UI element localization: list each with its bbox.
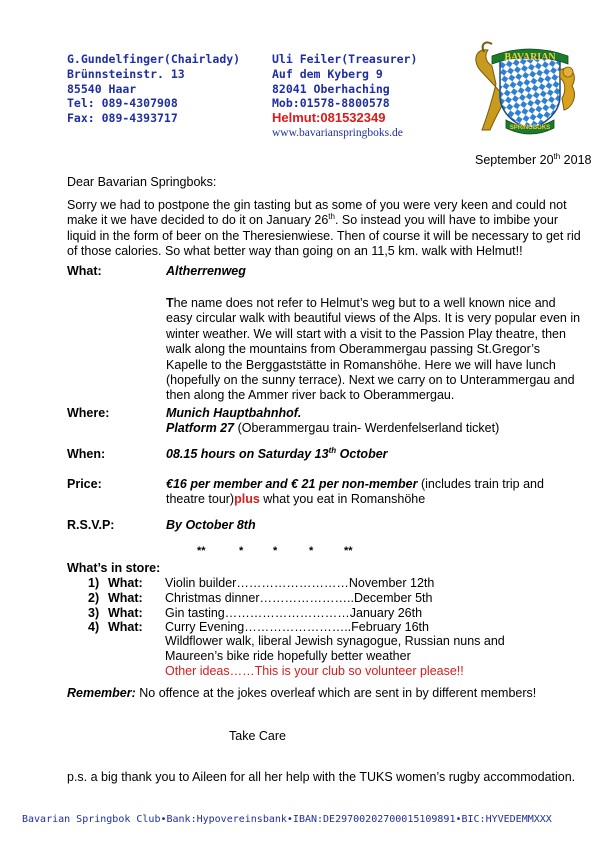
store-item — [88, 576, 434, 591]
where-station: Munich Hauptbahnhof. — [166, 406, 302, 420]
where-value — [166, 406, 499, 437]
star-divider-1: ** — [197, 545, 206, 557]
date-text: September 20 — [475, 153, 554, 167]
what-description — [166, 296, 584, 404]
where-platform: Platform 27 — [166, 421, 235, 436]
chairlady-fax: Fax: 089-4393717 — [67, 111, 178, 126]
store-item-label: What: — [108, 620, 143, 635]
price-amounts: €16 per member and € 21 per non-member — [166, 477, 418, 491]
store-item-label: What: — [108, 590, 143, 605]
store-title: What’s in store: — [67, 561, 161, 575]
star-divider-5: ** — [344, 545, 353, 557]
intro-paragraph — [67, 198, 585, 260]
store-item-event: Violin builder……………………… — [165, 576, 349, 590]
chairlady-tel: Tel: 089-4307908 — [67, 96, 178, 111]
store-volunteer: Other ideas……This is your club so volunteer please!! — [165, 664, 464, 678]
closing: Take Care — [229, 729, 286, 743]
intro-text-b: . So instead you will have to imbibe your liquid in the form of beer on the Theresienwiese. Then of course it will be necessary to get rid of those calories. So what better way than going on an 11,5 km. walk with Helmut!! — [67, 213, 581, 259]
store-item — [88, 620, 434, 635]
intro-sup: th — [328, 212, 335, 222]
when-text: 08.15 hours on Saturday 13 — [166, 447, 329, 461]
chairlady-street: Brünnsteinstr. 13 — [67, 66, 185, 81]
letter-date — [475, 153, 591, 167]
when-label: When: — [67, 447, 106, 461]
store-item-event: Christmas dinner………………….. — [165, 590, 354, 605]
chairlady-contact — [67, 52, 240, 126]
price-label: Price: — [67, 477, 102, 491]
rsvp-label: R.S.V.P: — [67, 518, 115, 532]
intro-text-a: Sorry we had to postpone the gin tasting but as some of you were very keen and could not make it we have decided to do it on January 26 — [67, 198, 567, 228]
store-item-num: 3) — [88, 605, 100, 620]
store-item — [88, 591, 434, 606]
what-label: What: — [67, 264, 102, 278]
store-item-num: 2) — [88, 590, 100, 605]
remember-note — [67, 686, 536, 700]
logo-top-text: BAVARIAN — [504, 52, 556, 63]
price-plus: plus — [234, 492, 260, 507]
star-divider-2: * — [239, 545, 244, 557]
store-item-num: 1) — [88, 576, 100, 590]
when-value — [166, 447, 388, 461]
star-divider-3: * — [273, 545, 278, 557]
helmut-phone: Helmut:081532349 — [272, 110, 386, 126]
store-item-label: What: — [108, 576, 143, 590]
store-item-date: December 5th — [353, 590, 433, 605]
postscript: p.s. a big thank you to Aileen for all her help with the TUKS women’s rugby accommodation. — [67, 770, 576, 784]
store-item-event: Curry Evening…………………….. — [165, 620, 352, 635]
remember-text: No offence at the jokes overleaf which are sent in by different members! — [135, 686, 537, 700]
price-tail: what you eat in Romanshöhe — [259, 492, 426, 507]
chairlady-city: 85540 Haar — [67, 81, 137, 96]
date-sup: th — [553, 151, 561, 161]
where-label: Where: — [67, 406, 110, 420]
star-divider-4: * — [309, 545, 314, 557]
treasurer-mobile: Mob:01578-8800578 — [272, 96, 390, 111]
logo-bottom-text: SPRINGBOKS — [509, 125, 551, 131]
bank-footer: Bavarian Springbok Club•Bank:Hypovereinsbank•IBAN:DE29700202700015109891•BIC:HYVEDEMMXXX — [22, 814, 552, 825]
treasurer-name: Uli Feiler(Treasurer) — [272, 52, 418, 66]
treasurer-street: Auf dem Kyberg 9 — [272, 66, 383, 81]
when-sup: th — [328, 445, 337, 455]
store-item-date: January 26th — [349, 605, 423, 620]
price-value — [166, 477, 586, 508]
price-includes: (includes train trip and theatre tour) — [166, 477, 544, 507]
what-desc-first-letter: T — [166, 296, 174, 310]
treasurer-contact — [272, 52, 417, 141]
store-item — [88, 606, 434, 621]
where-ticket: (Oberammergau train- Werdenfelserland ticket) — [234, 421, 500, 436]
treasurer-city: 82041 Oberhaching — [272, 81, 390, 96]
store-list — [88, 576, 434, 635]
what-desc-text: he name does not refer to Helmut’s weg but to a well known nice and easy circular walk with beautiful views of the Alps. It is very popular even in winter weather. We will start with a visit to the Passion Play theatre, then walk along the mountains from Oberammergau passing St.Gregor’s Kapelle to the Berggaststätte in Romanshöhe. Here we will have lunch (hopefully on the sunny terrace). Next we carry on to Unterammergau and then along the Ammer river back to Oberammergau. — [166, 296, 581, 403]
date-year: 2018 — [560, 153, 592, 167]
store-item-date: November 12th — [348, 576, 435, 590]
store-item-label: What: — [108, 605, 143, 620]
store-item-event: Gin tasting………………………… — [165, 605, 350, 620]
salutation: Dear Bavarian Springboks: — [67, 175, 217, 189]
website-link[interactable]: www.bavarianspringboks.de — [272, 126, 403, 139]
store-item-num: 4) — [88, 620, 100, 635]
club-logo — [462, 40, 582, 140]
when-month: October — [336, 447, 388, 461]
what-value: Altherrenweg — [166, 264, 246, 278]
rsvp-value: By October 8th — [166, 518, 256, 532]
club-logo-graphic — [462, 40, 582, 140]
chairlady-name: G.Gundelfinger(Chairlady) — [67, 52, 241, 66]
remember-label: Remember: — [67, 686, 136, 700]
store-extra: Wildflower walk, liberal Jewish synagogue, Russian nuns and Maureen’s bike ride hopefully better weather — [165, 634, 505, 663]
store-item-date: February 16th — [351, 620, 429, 635]
